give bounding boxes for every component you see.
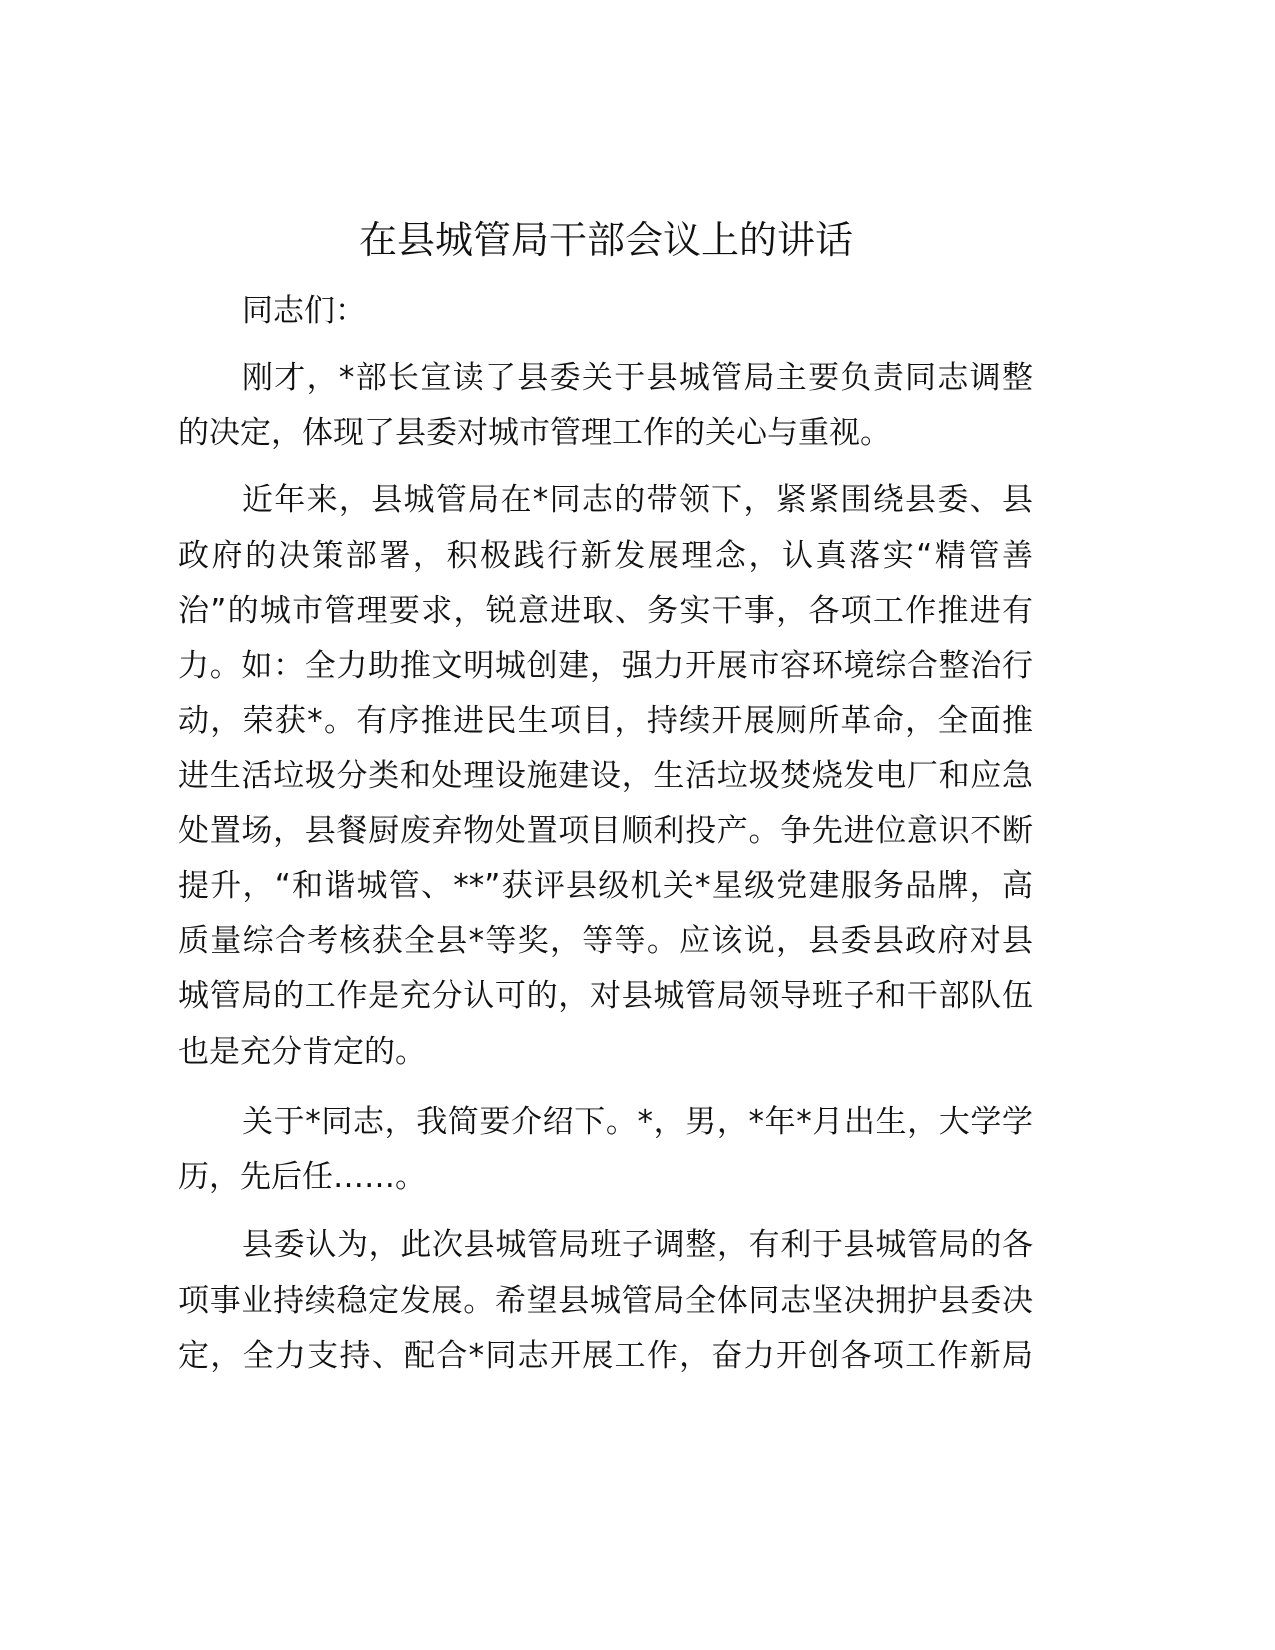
- text-line: 力。如：全力助推文明城创建，强力开展市容环境综合整治行: [178, 648, 1033, 684]
- document-title: 在县城管局干部会议上的讲话: [358, 218, 853, 262]
- text-line: 提升，“和谐城管、**”获评县级机关*星级党建服务品牌，高: [178, 868, 1033, 904]
- text-line: 政府的决策部署，积极践行新发展理念，认真落实“精管善: [178, 538, 1033, 574]
- text-line: 进生活垃圾分类和处理设施建设，生活垃圾焚烧发电厂和应急: [178, 758, 1033, 794]
- text-line: 刚才，*部长宣读了县委关于县城管局主要负责同志调整: [242, 360, 1033, 396]
- text-line: 质量综合考核获全县*等奖，等等。应该说，县委县政府对县: [178, 923, 1033, 959]
- text-line: 关于*同志，我简要介绍下。*，男，*年*月出生，大学学: [242, 1104, 1033, 1140]
- text-line: 处置场，县餐厨废弃物处置项目顺利投产。争先进位意识不断: [178, 813, 1033, 849]
- text-line: 治”的城市管理要求，锐意进取、务实干事，各项工作推进有: [178, 593, 1033, 629]
- text-line: 项事业持续稳定发展。希望县城管局全体同志坚决拥护县委决: [178, 1283, 1033, 1319]
- salutation: 同志们：: [242, 293, 366, 329]
- text-line: 历，先后任……。: [178, 1159, 426, 1195]
- text-line: 定，全力支持、配合*同志开展工作，奋力开创各项工作新局: [178, 1338, 1033, 1374]
- text-line: 动，荣获*。有序推进民生项目，持续开展厕所革命，全面推: [178, 703, 1033, 739]
- text-line: 县委认为，此次县城管局班子调整，有利于县城管局的各: [242, 1227, 1033, 1263]
- text-line: 城管局的工作是充分认可的，对县城管局领导班子和干部队伍: [178, 978, 1033, 1014]
- text-line: 也是充分肯定的。: [178, 1034, 426, 1070]
- text-line: 近年来，县城管局在*同志的带领下，紧紧围绕县委、县: [242, 482, 1033, 518]
- text-line: 的决定，体现了县委对城市管理工作的关心与重视。: [178, 415, 891, 451]
